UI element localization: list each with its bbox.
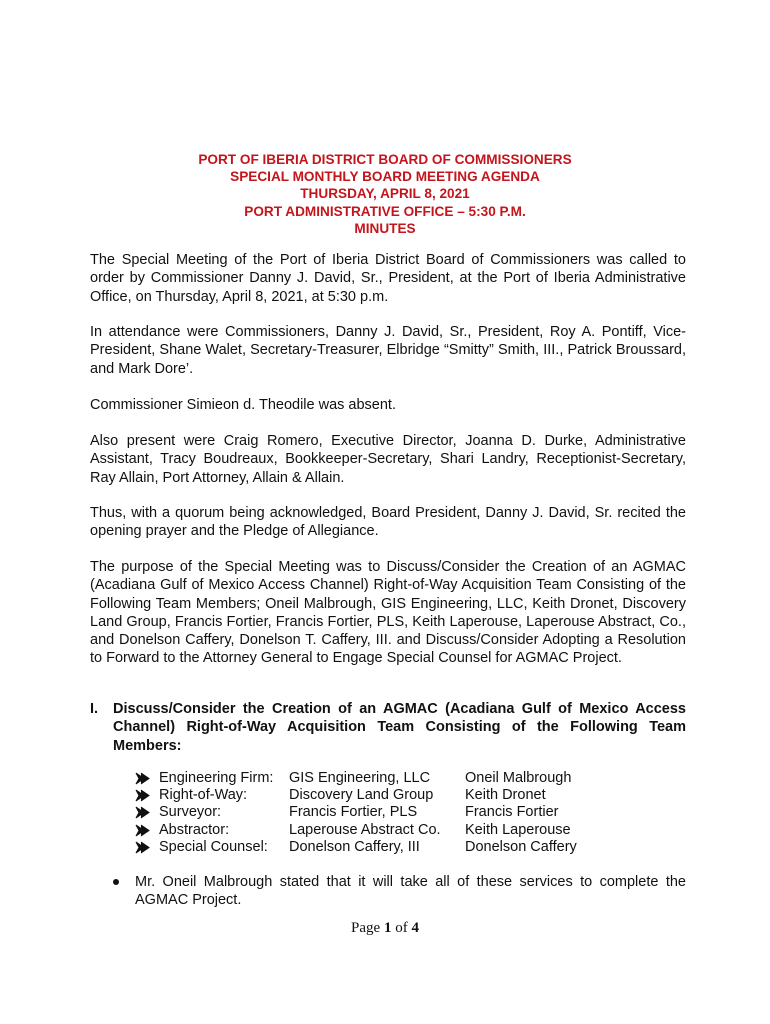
list-item-text: Mr. Oneil Malbrough stated that it will take all of these services to complete the AGMAC Project.	[135, 874, 686, 909]
team-company: Laperouse Abstract Co.	[289, 821, 441, 838]
team-person: Oneil Malbrough	[465, 770, 572, 786]
paragraph-purpose: The purpose of the Special Meeting was to Discuss/Consider the Creation of an AGMAC (Acadiana Gulf of Mexico Access Channel) Right-of-Way Acquisition Team Consisting of the Following Team Members; Oneil Malbrough, GIS Engineering, LLC, Keith Dronet, Discovery Land Group, Francis Fortier, Francis Fortier, PLS, Keith Laperouse, Laperouse Abstract, Co., and Donelson Caffery, Donelson T. Caffery, III. and Discuss/Consider Adopting a Resolution to Forward to the Attorney General to Engage Special Counsel for AGMAC Project.	[90, 559, 686, 667]
arrow-bullet-icon	[135, 787, 151, 804]
team-person: Keith Laperouse	[465, 821, 571, 838]
paragraph-attendance: In attendance were Commissioners, Danny J. David, Sr., President, Roy A. Pontiff, Vice-President, Shane Walet, Secretary-Treasurer, Elbridge “Smitty” Smith, III., Patrick Broussard, and Mark Dore’.	[90, 324, 686, 377]
section-title: Discuss/Consider the Creation of an AGMAC (Acadiana Gulf of Mexico Access Channel) Right-of-Way Acquisition Team Consisting of the Following Team Members:	[113, 701, 686, 754]
page-footer	[0, 920, 770, 937]
header-subtitle: SPECIAL MONTHLY BOARD MEETING AGENDA	[230, 169, 540, 185]
team-role: Surveyor:	[159, 804, 222, 821]
team-role: Abstractor:	[159, 821, 230, 838]
section-heading	[90, 700, 686, 755]
page-current: 1	[383, 920, 392, 936]
document-header	[0, 151, 770, 237]
team-role: Special Counsel:	[159, 838, 268, 855]
team-person: Francis Fortier	[465, 804, 559, 821]
header-title: PORT OF IBERIA DISTRICT BOARD OF COMMISSIONERS	[198, 152, 572, 167]
arrow-bullet-icon	[135, 839, 151, 856]
team-company: Francis Fortier, PLS	[289, 804, 418, 821]
list-item	[113, 873, 686, 910]
team-role: Right-of-Way:	[159, 787, 248, 804]
page-label: Page	[351, 920, 381, 936]
team-role: Engineering Firm:	[159, 770, 274, 786]
bullet-dot-icon	[113, 879, 119, 885]
header-date: THURSDAY, APRIL 8, 2021	[300, 186, 470, 202]
arrow-bullet-icon	[135, 822, 151, 839]
team-person: Donelson Caffery	[465, 838, 577, 855]
header-minutes: MINUTES	[354, 220, 416, 236]
header-location: PORT ADMINISTRATIVE OFFICE – 5:30 P.M.	[244, 203, 526, 219]
paragraph-quorum: Thus, with a quorum being acknowledged, Board President, Danny J. David, Sr. recited the opening prayer and the Pledge of Allegiance.	[90, 505, 686, 540]
page-total: 4	[411, 920, 419, 936]
paragraph-absent: Commissioner Simieon d. Theodile was absent.	[90, 397, 396, 413]
section-number: I.	[90, 701, 99, 717]
team-person: Keith Dronet	[465, 787, 546, 804]
arrow-bullet-icon	[135, 770, 151, 787]
team-company: Discovery Land Group	[289, 787, 434, 804]
arrow-bullet-icon	[135, 804, 151, 821]
team-company: GIS Engineering, LLC	[289, 770, 431, 786]
paragraph-also-present: Also present were Craig Romero, Executive Director, Joanna D. Durke, Administrative Assistant, Tracy Boudreaux, Bookkeeper-Secretary, Shari Landry, Receptionist-Secretary, Ray Allain, Port Attorney, Allain & Allain.	[90, 433, 686, 486]
page-of: of	[395, 920, 408, 936]
team-company: Donelson Caffery, III	[289, 838, 420, 855]
paragraph-call-to-order: The Special Meeting of the Port of Iberia District Board of Commissioners was called to order by Commissioner Danny J. David, Sr., President, at the Port of Iberia Administrative Office, on Thursday, April 8, 2021, at 5:30 p.m.	[90, 252, 686, 305]
